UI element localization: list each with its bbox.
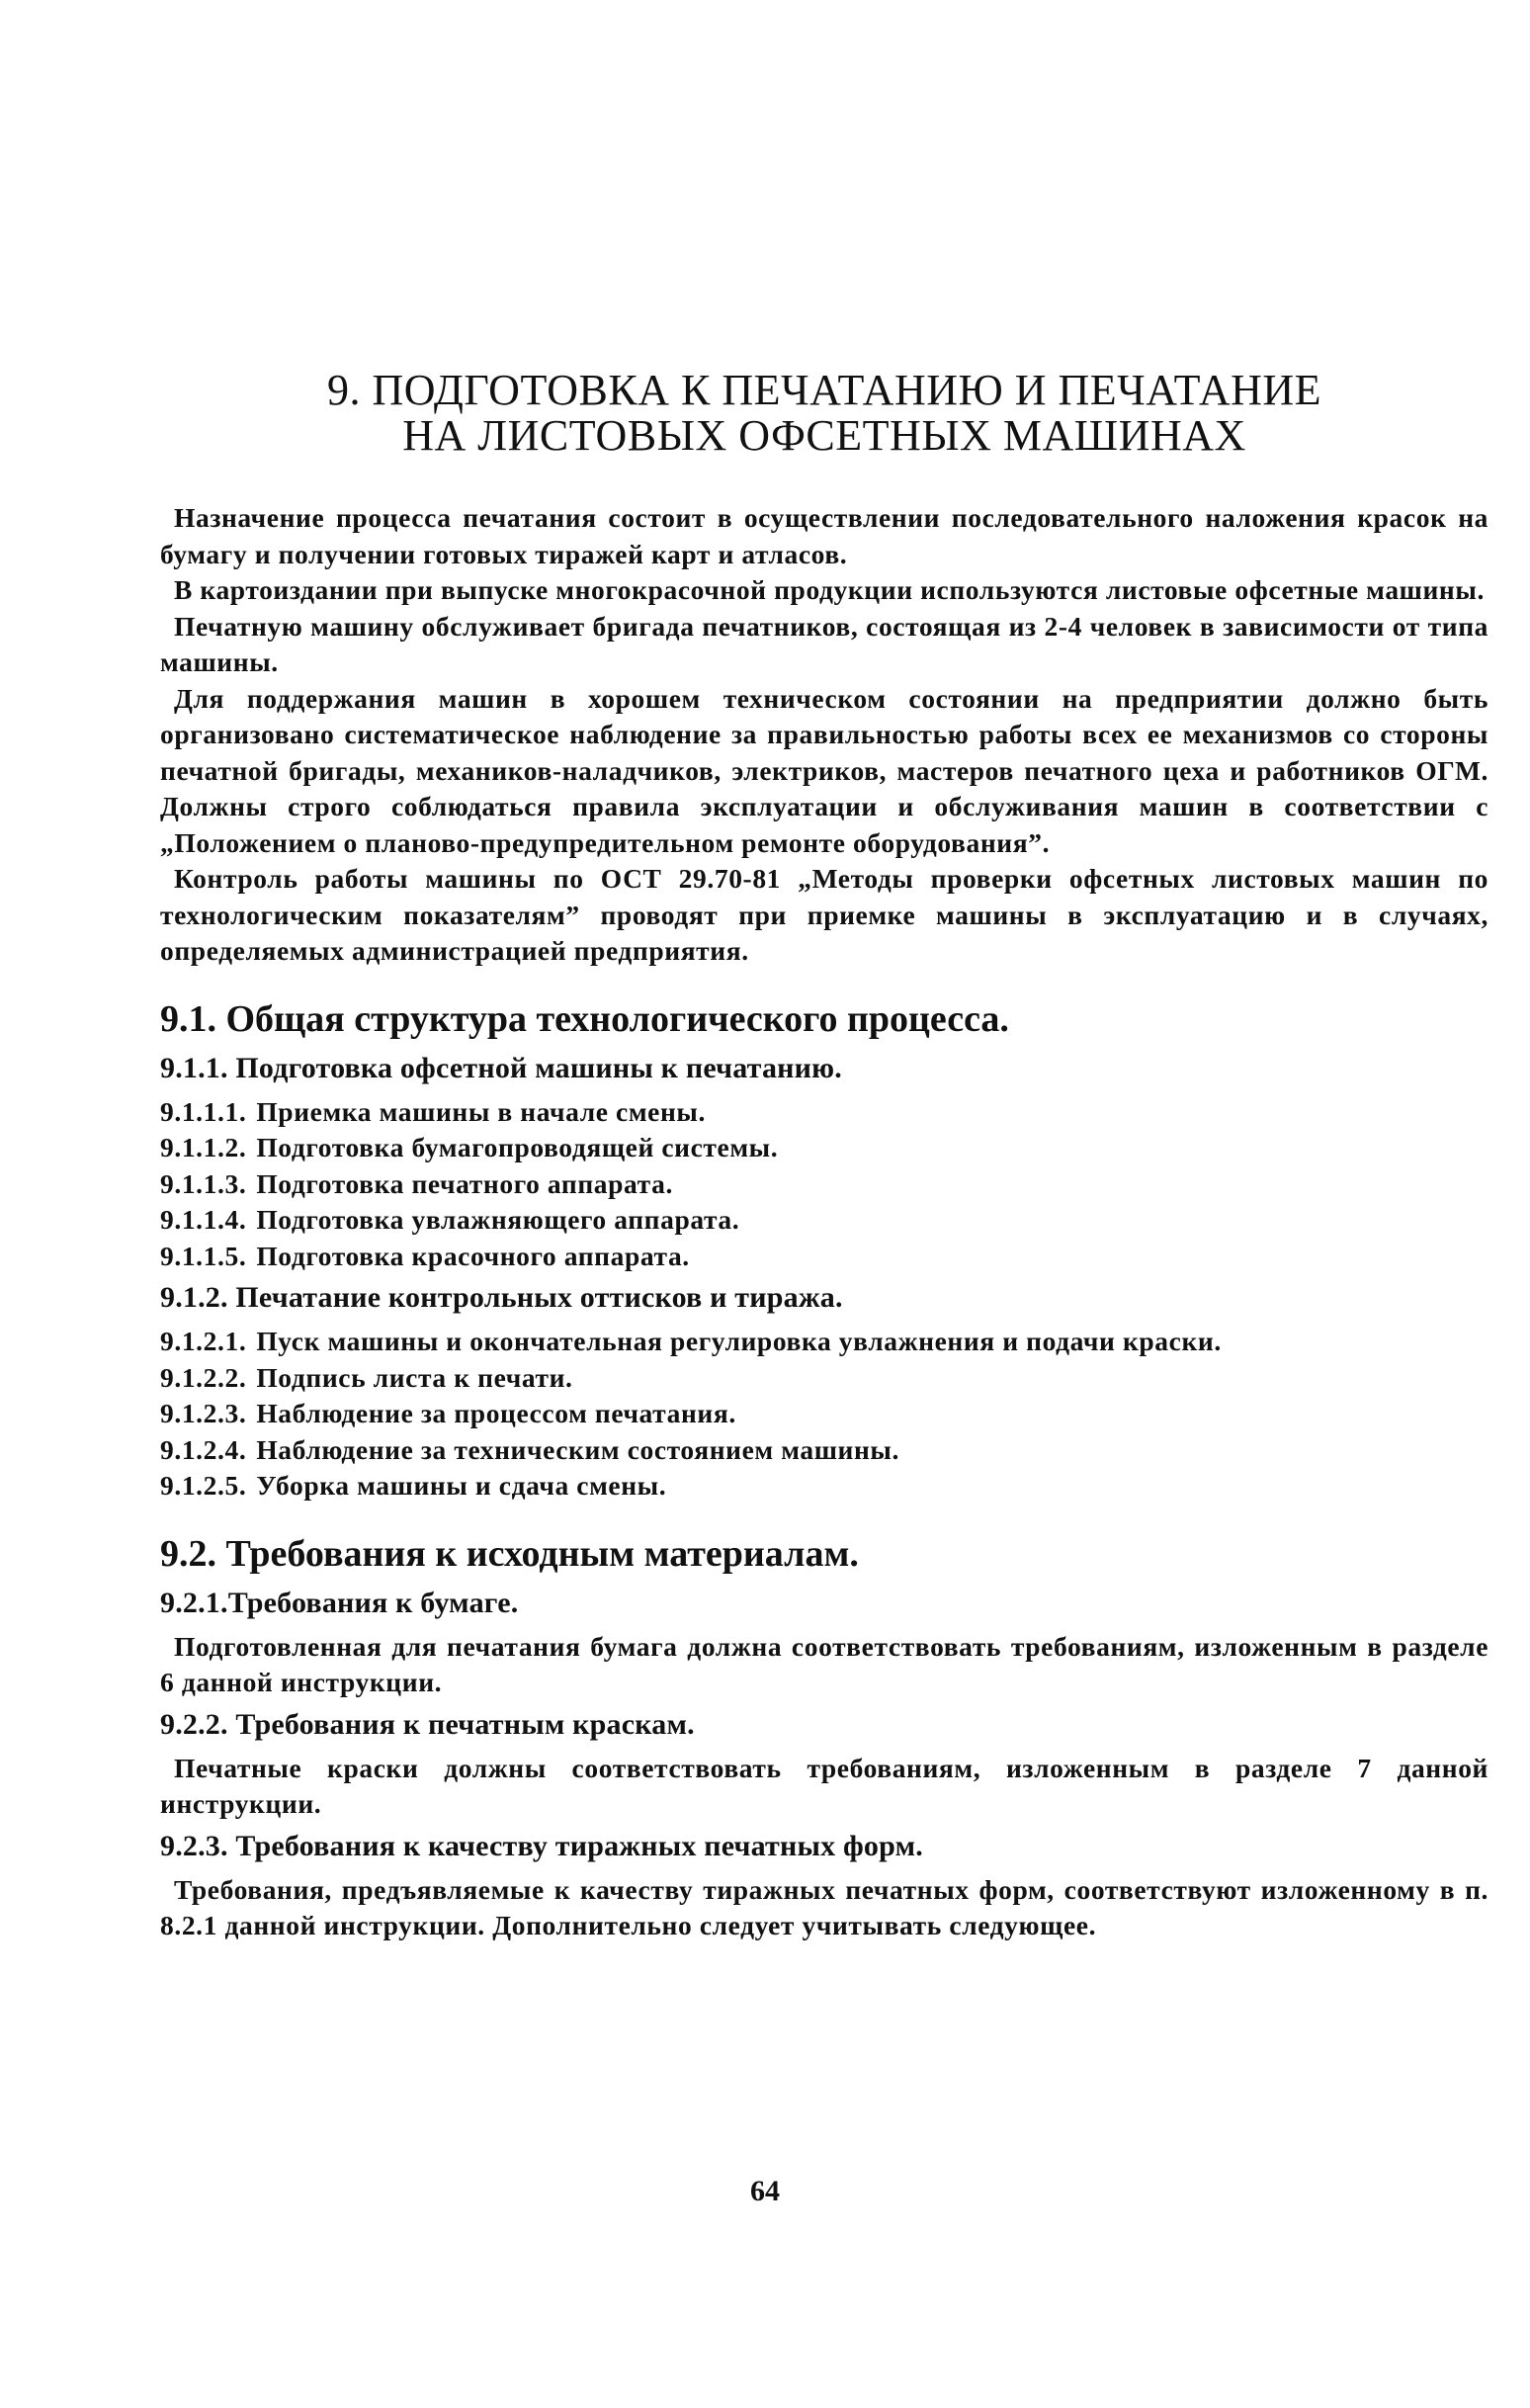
subsection-9-1-2-heading: 9.1.2. Печатание контрольных оттисков и тиража. xyxy=(160,1281,843,1314)
subsection-9-1-2-list xyxy=(160,1324,1488,1505)
list-item-text: Подготовка красочного аппарата. xyxy=(256,1240,690,1271)
intro-paragraph-5: Контроль работы машины по ОСТ 29.70-81 „Методы проверки офсетных листовых машин по технологическим показателям” проводят при приемке машины в эксплуатацию и в случаях, определяемых администрацией предприятия. xyxy=(160,863,1488,966)
intro-paragraph-3: Печатную машину обслуживает бригада печатников, состоящая из 2-4 человек в зависимости от типа машины. xyxy=(160,610,1488,677)
subsection-9-1-1-list xyxy=(160,1094,1488,1275)
page-number: 64 xyxy=(750,2175,780,2207)
list-item-text: Приемка машины в начале смены. xyxy=(256,1095,706,1127)
section-9-2-heading: 9.2. Требования к исходным материалам. xyxy=(160,1532,859,1575)
chapter-title-line-1: 9. ПОДГОТОВКА К ПЕЧАТАНИЮ И ПЕЧАТАНИЕ xyxy=(326,366,1322,414)
list-item-number: 9.1.1.5. xyxy=(160,1240,247,1271)
list-item-number: 9.1.1.4. xyxy=(160,1204,247,1235)
list-item-text: Подготовка бумагопроводящей системы. xyxy=(256,1132,779,1162)
section-9-1-heading: 9.1. Общая структура технологического процесса. xyxy=(160,997,1009,1040)
subsection-9-2-1-text: Подготовленная для печатания бумага должна соответствовать требованиям, изложенным в разделе 6 данной инструкции. xyxy=(160,1630,1488,1697)
list-item-number: 9.1.1.3. xyxy=(160,1167,247,1199)
list-item xyxy=(160,1360,1488,1397)
list-item-text: Подготовка печатного аппарата. xyxy=(256,1167,673,1199)
list-item-text: Уборка машины и сдача смены. xyxy=(256,1470,667,1501)
list-item xyxy=(160,1166,1488,1203)
list-item-number: 9.1.2.3. xyxy=(160,1398,247,1428)
list-item-text: Наблюдение за процессом печатания. xyxy=(256,1398,736,1428)
list-item-number: 9.1.2.5. xyxy=(160,1470,247,1501)
list-item-number: 9.1.2.1. xyxy=(160,1326,247,1356)
subsection-9-2-2-heading: 9.2.2. Требования к печатным краскам. xyxy=(160,1707,695,1741)
list-item-text: Пуск машины и окончательная регулировка увлажнения и подачи краски. xyxy=(256,1326,1222,1356)
subsection-9-2-3-text: Требования, предъявляемые к качеству тиражных печатных форм, соответствуют изложенному в п. 8.2.1 данной инструкции. Дополнительно следует учитывать следующее. xyxy=(160,1873,1488,1940)
list-item-number: 9.1.2.2. xyxy=(160,1361,247,1393)
list-item xyxy=(160,1468,1488,1505)
subsection-9-2-2-text: Печатные краски должны соответствовать требованиям, изложенным в разделе 7 данной инструкции. xyxy=(160,1752,1488,1819)
list-item-number: 9.1.1.1. xyxy=(160,1095,247,1127)
subsection-9-2-3-heading: 9.2.3. Требования к качеству тиражных печатных форм. xyxy=(160,1829,923,1862)
chapter-title xyxy=(160,368,1488,459)
chapter-title-line-2: НА ЛИСТОВЫХ ОФСЕТНЫХ МАШИНАХ xyxy=(402,411,1246,460)
list-item xyxy=(160,1396,1488,1432)
list-item-number: 9.1.2.4. xyxy=(160,1433,247,1465)
intro-paragraph-2: В картоиздании при выпуске многокрасочной продукции используются листовые офсетные машины. xyxy=(174,574,1485,605)
list-item xyxy=(160,1202,1488,1239)
subsection-9-2-1-heading: 9.2.1.Требования к бумаге. xyxy=(160,1586,519,1619)
subsection-9-1-1-heading: 9.1.1. Подготовка офсетной машины к печатанию. xyxy=(160,1051,842,1084)
intro-paragraph-4: Для поддержания машин в хорошем техническом состоянии на предприятии должно быть организовано систематическое наблюдение за правильностью работы всех ее механизмов со стороны печатной бригады, механиков-наладчиков, электриков, мастеров печатного цеха и работников ОГМ. Должны строго соблюдаться правила эксплуатации и обслуживания машин в соответствии с „Положением о планово-предупредительном ремонте оборудования”. xyxy=(160,682,1488,858)
list-item xyxy=(160,1130,1488,1166)
list-item xyxy=(160,1094,1488,1131)
intro-paragraph-1: Назначение процесса печатания состоит в осуществлении последовательного наложения красок на бумагу и получении готовых тиражей карт и атласов. xyxy=(160,502,1488,569)
page-content xyxy=(160,368,1488,1944)
list-item xyxy=(160,1239,1488,1275)
list-item xyxy=(160,1432,1488,1469)
list-item-number: 9.1.1.2. xyxy=(160,1132,247,1162)
list-item-text: Подготовка увлажняющего аппарата. xyxy=(256,1204,740,1235)
list-item-text: Подпись листа к печати. xyxy=(256,1361,573,1393)
list-item-text: Наблюдение за техническим состоянием машины. xyxy=(256,1433,899,1465)
list-item xyxy=(160,1324,1488,1360)
